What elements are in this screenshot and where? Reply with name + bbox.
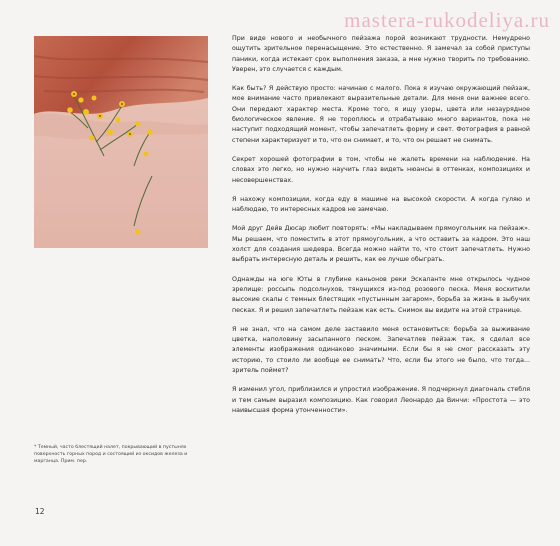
photo-figure [34,36,208,248]
paragraph: Мой друг Дейв Дюсар любит повторять: «Мы накладываем прямоугольник на пейзаж». Мы решаем, что поместить в этот прямоугольник, а что оставить за кадром. Это наш холст для создания шедевра. Всегда можно найти то, что стоит запечатлеть. Нужно выбрать интересную деталь и решить, как ее лучше обыграть. [232,225,530,264]
paragraph: Однажды на юге Юты в глубине каньонов реки Эскаланте мне открылось чудное зрелище: россыпь подсолнухов, тянущихся из-под розового песка. Меня восхитили высокие скалы с темных блестящих «пустынным загаром», борьба за жизнь в зыбучих песках. Я и решил запечатлеть пейзаж как есть. Снимок вы видите на этой странице. [232,275,530,314]
paragraph: Как быть? Я действую просто: начинаю с малого. Пока я изучаю окружающий пейзаж, мое внимание часто привлекают выразительные детали. Для меня они важнее всего. Они передают характер места. Кроме того, я ищу узоры, цвета или незаурядное биологическое явление. Я не тороплюсь и отрабатываю много вариантов, пока не наступит подходящий момент, чтобы запечатлеть форму и свет. Фотография в равной степени характеризует и то, что он снимает, и то, что он решает не снимать. [232,85,530,144]
page-number: 12 [35,507,45,516]
paragraph: При виде нового и необычного пейзажа порой возникают трудности. Немудрено ощутить зрительное перенасыщение. Это естественно. Я замечал за собой приступы паники, когда истекает срок выполнения заказа, а мне нужно творить по требованию. Уверен, это случается с каждым. [232,35,530,73]
footnote: * Темный, часто блестящий налет, покрывающий в пустынях поверхность горных пород и состоящий из оксидов железа и марганца. Прим. пер. [34,445,188,464]
desert-flowers-photo [34,36,208,248]
paragraph: Я нахожу композиции, когда еду в машине на высокой скорости. А когда гуляю и наблюдаю, то интересных кадров не замечаю. [232,195,530,214]
article-body [232,34,530,425]
watermark: mastera-rukodeliya.ru [344,8,550,32]
paragraph: Я изменил угол, приблизился и упростил изображение. Я подчеркнул диагональ стебля и тем самым выразил композицию. Как говорил Леонардо да Винчи: «Простота — это наивысшая форма утонченности». [232,386,530,414]
paragraph: Секрет хорошей фотографии в том, чтобы не жалеть времени на наблюдение. На словах это легко, но нужно научить глаз видеть нюансы в оттенках, композициях и несовершенствах. [232,155,530,184]
paragraph: Я не знал, что на самом деле заставило меня остановиться: борьба за выживание цветка, наполовину засыпанного песком. Запечатлев пейзаж так, я сделал все элементы изображения одинаково значимыми. Если бы я не смог рассказать эту историю, то стоило ли вообще ее снимать? Что, если бы этого не было, что тогда... зритель поймет? [232,325,530,375]
